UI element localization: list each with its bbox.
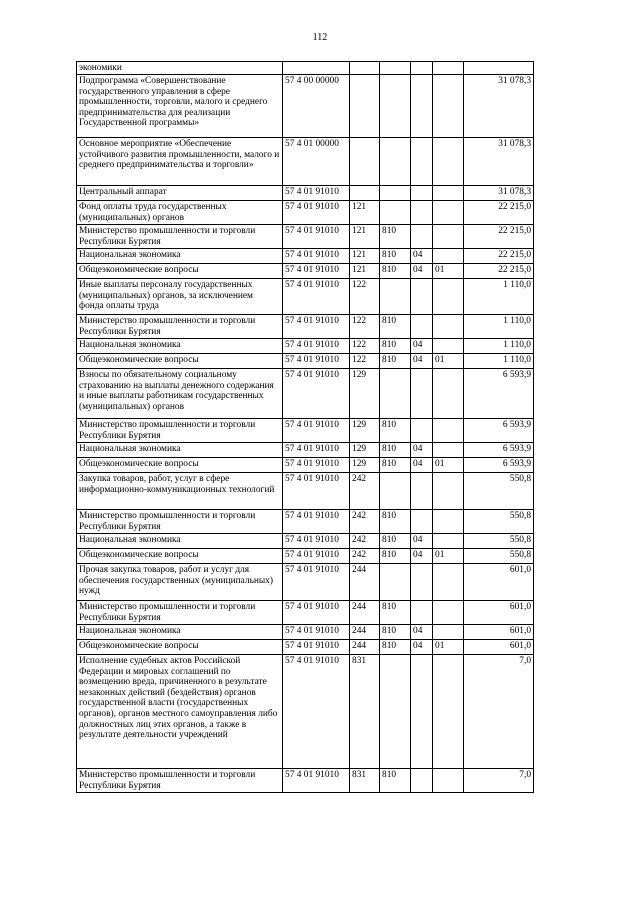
row-name-cell: Общеэкономические вопросы xyxy=(77,354,283,369)
row-name-cell: Национальная экономика xyxy=(77,534,283,549)
amount-cell: 6 593,9 xyxy=(464,443,534,458)
amount-cell: 6 593,9 xyxy=(464,458,534,473)
expense-type-cell: 122 xyxy=(350,339,380,354)
section-cell: 04 xyxy=(411,249,433,264)
section-cell: 04 xyxy=(411,443,433,458)
amount-cell: 31 078,3 xyxy=(464,138,534,186)
target-article-cell: 57 4 01 91010 xyxy=(283,510,350,534)
expense-type-cell: 129 xyxy=(350,458,380,473)
target-article-cell: 57 4 01 91010 xyxy=(283,601,350,625)
row-name-cell: Центральный аппарат xyxy=(77,186,283,201)
expense-type-cell: 121 xyxy=(350,249,380,264)
expense-type-cell: 242 xyxy=(350,534,380,549)
row-name-cell: Национальная экономика xyxy=(77,249,283,264)
expense-type-cell xyxy=(350,138,380,186)
department-cell: 810 xyxy=(380,534,411,549)
section-cell xyxy=(411,419,433,443)
row-name-cell: Национальная экономика xyxy=(77,625,283,640)
subsection-cell xyxy=(433,279,464,315)
section-cell xyxy=(411,564,433,601)
amount-cell xyxy=(464,62,534,75)
subsection-cell xyxy=(433,510,464,534)
expense-type-cell: 244 xyxy=(350,640,380,655)
subsection-cell xyxy=(433,138,464,186)
table-row xyxy=(77,225,534,249)
expense-type-cell: 831 xyxy=(350,655,380,769)
amount-cell: 550,8 xyxy=(464,534,534,549)
row-name-cell: Фонд оплаты труда государственных (муниципальных) органов xyxy=(77,201,283,225)
subsection-cell xyxy=(433,186,464,201)
table-row xyxy=(77,564,534,601)
department-cell: 810 xyxy=(380,264,411,279)
subsection-cell: 01 xyxy=(433,354,464,369)
department-cell: 810 xyxy=(380,354,411,369)
subsection-cell xyxy=(433,315,464,339)
table-row xyxy=(77,279,534,315)
row-name-cell: Министерство промышленности и торговли Республики Бурятия xyxy=(77,419,283,443)
row-name-cell: Закупка товаров, работ, услуг в сфере информационно-коммуникационных технологий xyxy=(77,473,283,510)
table-row xyxy=(77,186,534,201)
expense-type-cell: 122 xyxy=(350,279,380,315)
amount-cell: 550,8 xyxy=(464,510,534,534)
department-cell: 810 xyxy=(380,549,411,564)
department-cell xyxy=(380,186,411,201)
amount-cell: 550,8 xyxy=(464,473,534,510)
target-article-cell: 57 4 01 91010 xyxy=(283,419,350,443)
expense-type-cell: 242 xyxy=(350,510,380,534)
target-article-cell: 57 4 01 91010 xyxy=(283,354,350,369)
subsection-cell xyxy=(433,473,464,510)
row-name-cell: Национальная экономика xyxy=(77,339,283,354)
target-article-cell: 57 4 01 91010 xyxy=(283,564,350,601)
target-article-cell: 57 4 01 00000 xyxy=(283,138,350,186)
section-cell xyxy=(411,62,433,75)
target-article-cell: 57 4 01 91010 xyxy=(283,458,350,473)
section-cell xyxy=(411,186,433,201)
row-name-cell: Прочая закупка товаров, работ и услуг для обеспечения государственных (муниципальных) нужд xyxy=(77,564,283,601)
section-cell: 04 xyxy=(411,264,433,279)
subsection-cell xyxy=(433,625,464,640)
subsection-cell xyxy=(433,419,464,443)
amount-cell: 31 078,3 xyxy=(464,186,534,201)
target-article-cell: 57 4 01 91010 xyxy=(283,249,350,264)
department-cell xyxy=(380,75,411,138)
budget-table xyxy=(76,61,534,793)
expense-type-cell: 129 xyxy=(350,443,380,458)
subsection-cell: 01 xyxy=(433,549,464,564)
department-cell: 810 xyxy=(380,769,411,793)
amount-cell: 1 110,0 xyxy=(464,279,534,315)
target-article-cell: 57 4 01 91010 xyxy=(283,625,350,640)
section-cell xyxy=(411,510,433,534)
table-row xyxy=(77,339,534,354)
section-cell xyxy=(411,473,433,510)
row-name-cell: Исполнение судебных актов Российской Федерации и мировых соглашений по возмещению вреда, причиненного в результате незаконных действий (бездействия) органов государственной власти (государственных органов), органов местного самоуправления либо должностных лиц этих органов, а также в результате деятельности учреждений xyxy=(77,655,283,769)
section-cell: 04 xyxy=(411,354,433,369)
department-cell xyxy=(380,369,411,419)
subsection-cell xyxy=(433,564,464,601)
target-article-cell: 57 4 01 91010 xyxy=(283,549,350,564)
budget-table-body xyxy=(77,62,534,793)
section-cell xyxy=(411,655,433,769)
subsection-cell xyxy=(433,62,464,75)
row-name-cell: Министерство промышленности и торговли Республики Бурятия xyxy=(77,510,283,534)
department-cell xyxy=(380,279,411,315)
table-row xyxy=(77,201,534,225)
section-cell: 04 xyxy=(411,534,433,549)
table-row xyxy=(77,640,534,655)
department-cell: 810 xyxy=(380,601,411,625)
target-article-cell: 57 4 01 91010 xyxy=(283,315,350,339)
amount-cell: 601,0 xyxy=(464,564,534,601)
target-article-cell: 57 4 01 91010 xyxy=(283,655,350,769)
amount-cell: 550,8 xyxy=(464,549,534,564)
section-cell xyxy=(411,601,433,625)
table-row xyxy=(77,769,534,793)
expense-type-cell: 122 xyxy=(350,315,380,339)
target-article-cell: 57 4 01 91010 xyxy=(283,473,350,510)
amount-cell: 31 078,3 xyxy=(464,75,534,138)
department-cell xyxy=(380,564,411,601)
department-cell: 810 xyxy=(380,625,411,640)
amount-cell: 22 215,0 xyxy=(464,225,534,249)
section-cell xyxy=(411,75,433,138)
department-cell: 810 xyxy=(380,443,411,458)
section-cell xyxy=(411,225,433,249)
row-name-cell: Министерство промышленности и торговли Республики Бурятия xyxy=(77,315,283,339)
section-cell: 04 xyxy=(411,640,433,655)
amount-cell: 1 110,0 xyxy=(464,339,534,354)
department-cell: 810 xyxy=(380,339,411,354)
department-cell xyxy=(380,655,411,769)
expense-type-cell: 122 xyxy=(350,354,380,369)
table-row xyxy=(77,534,534,549)
table-row xyxy=(77,655,534,769)
amount-cell: 601,0 xyxy=(464,625,534,640)
row-name-cell: Взносы по обязательному социальному страхованию на выплаты денежного содержания и иные выплаты работникам государственных (муниципальных) органов xyxy=(77,369,283,419)
section-cell xyxy=(411,769,433,793)
expense-type-cell: 129 xyxy=(350,369,380,419)
expense-type-cell: 242 xyxy=(350,549,380,564)
subsection-cell xyxy=(433,225,464,249)
department-cell: 810 xyxy=(380,510,411,534)
table-row xyxy=(77,625,534,640)
subsection-cell: 01 xyxy=(433,458,464,473)
subsection-cell xyxy=(433,201,464,225)
row-name-cell: Общеэкономические вопросы xyxy=(77,458,283,473)
amount-cell: 6 593,9 xyxy=(464,419,534,443)
department-cell: 810 xyxy=(380,419,411,443)
table-row xyxy=(77,249,534,264)
table-row xyxy=(77,458,534,473)
table-row xyxy=(77,369,534,419)
section-cell: 04 xyxy=(411,549,433,564)
expense-type-cell: 244 xyxy=(350,625,380,640)
table-row xyxy=(77,75,534,138)
table-row xyxy=(77,473,534,510)
amount-cell: 22 215,0 xyxy=(464,249,534,264)
row-name-cell: Общеэкономические вопросы xyxy=(77,640,283,655)
department-cell: 810 xyxy=(380,640,411,655)
amount-cell: 1 110,0 xyxy=(464,354,534,369)
amount-cell: 22 215,0 xyxy=(464,264,534,279)
expense-type-cell: 244 xyxy=(350,601,380,625)
page-number: 112 xyxy=(312,32,328,43)
row-name-cell: Общеэкономические вопросы xyxy=(77,264,283,279)
subsection-cell: 01 xyxy=(433,640,464,655)
department-cell: 810 xyxy=(380,315,411,339)
section-cell xyxy=(411,201,433,225)
target-article-cell: 57 4 01 91010 xyxy=(283,369,350,419)
target-article-cell: 57 4 01 91010 xyxy=(283,443,350,458)
table-row xyxy=(77,419,534,443)
row-name-cell: Основное мероприятие «Обеспечение устойчивого развития промышленности, малого и среднего предпринимательства и торговли» xyxy=(77,138,283,186)
row-name-cell: Национальная экономика xyxy=(77,443,283,458)
target-article-cell: 57 4 01 91010 xyxy=(283,339,350,354)
subsection-cell xyxy=(433,369,464,419)
subsection-cell xyxy=(433,75,464,138)
row-name-cell: Иные выплаты персоналу государственных (муниципальных) органов, за исключением фонда оплаты труда xyxy=(77,279,283,315)
target-article-cell: 57 4 01 91010 xyxy=(283,201,350,225)
expense-type-cell: 831 xyxy=(350,769,380,793)
subsection-cell xyxy=(433,443,464,458)
row-name-cell: Министерство промышленности и торговли Республики Бурятия xyxy=(77,769,283,793)
section-cell xyxy=(411,315,433,339)
target-article-cell: 57 4 01 91010 xyxy=(283,186,350,201)
expense-type-cell: 121 xyxy=(350,264,380,279)
department-cell: 810 xyxy=(380,458,411,473)
row-name-cell: Министерство промышленности и торговли Республики Бурятия xyxy=(77,601,283,625)
row-name-cell: Подпрограмма «Совершенствование государственного управления в сфере промышленности, торговли, малого и среднего предпринимательства для реализации Государственной программы» xyxy=(77,75,283,138)
table-row xyxy=(77,62,534,75)
department-cell: 810 xyxy=(380,249,411,264)
table-row xyxy=(77,443,534,458)
department-cell xyxy=(380,473,411,510)
target-article-cell: 57 4 01 91010 xyxy=(283,264,350,279)
table-row xyxy=(77,510,534,534)
target-article-cell: 57 4 01 91010 xyxy=(283,225,350,249)
expense-type-cell: 121 xyxy=(350,201,380,225)
amount-cell: 7,0 xyxy=(464,655,534,769)
table-row xyxy=(77,264,534,279)
target-article-cell: 57 4 01 91010 xyxy=(283,279,350,315)
subsection-cell: 01 xyxy=(433,264,464,279)
target-article-cell: 57 4 00 00000 xyxy=(283,75,350,138)
subsection-cell xyxy=(433,339,464,354)
section-cell: 04 xyxy=(411,625,433,640)
amount-cell: 7,0 xyxy=(464,769,534,793)
section-cell: 04 xyxy=(411,458,433,473)
row-name-cell: Общеэкономические вопросы xyxy=(77,549,283,564)
amount-cell: 6 593,9 xyxy=(464,369,534,419)
department-cell xyxy=(380,201,411,225)
row-name-cell: экономики xyxy=(77,62,283,75)
table-row xyxy=(77,601,534,625)
section-cell xyxy=(411,279,433,315)
amount-cell: 601,0 xyxy=(464,601,534,625)
department-cell xyxy=(380,138,411,186)
target-article-cell xyxy=(283,62,350,75)
department-cell xyxy=(380,62,411,75)
target-article-cell: 57 4 01 91010 xyxy=(283,769,350,793)
amount-cell: 601,0 xyxy=(464,640,534,655)
amount-cell: 22 215,0 xyxy=(464,201,534,225)
subsection-cell xyxy=(433,249,464,264)
subsection-cell xyxy=(433,601,464,625)
amount-cell: 1 110,0 xyxy=(464,315,534,339)
expense-type-cell: 244 xyxy=(350,564,380,601)
table-row xyxy=(77,138,534,186)
expense-type-cell: 242 xyxy=(350,473,380,510)
table-row xyxy=(77,315,534,339)
subsection-cell xyxy=(433,769,464,793)
expense-type-cell xyxy=(350,75,380,138)
table-row xyxy=(77,354,534,369)
target-article-cell: 57 4 01 91010 xyxy=(283,640,350,655)
expense-type-cell: 121 xyxy=(350,225,380,249)
expense-type-cell xyxy=(350,186,380,201)
target-article-cell: 57 4 01 91010 xyxy=(283,534,350,549)
expense-type-cell xyxy=(350,62,380,75)
subsection-cell xyxy=(433,655,464,769)
table-row xyxy=(77,549,534,564)
section-cell: 04 xyxy=(411,339,433,354)
expense-type-cell: 129 xyxy=(350,419,380,443)
section-cell xyxy=(411,138,433,186)
subsection-cell xyxy=(433,534,464,549)
section-cell xyxy=(411,369,433,419)
department-cell: 810 xyxy=(380,225,411,249)
row-name-cell: Министерство промышленности и торговли Республики Бурятия xyxy=(77,225,283,249)
